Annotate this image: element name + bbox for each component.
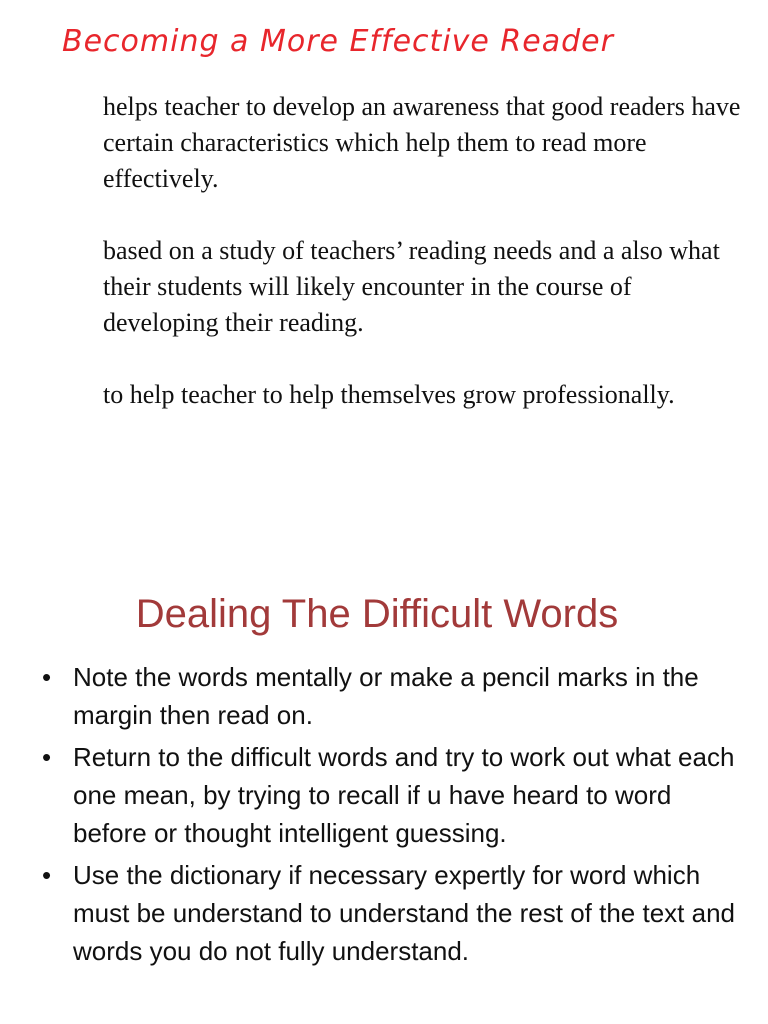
difficult-words-list <box>0 658 768 974</box>
list-item <box>0 856 768 970</box>
paragraph-grow: to help teacher to help themselves grow professionally. <box>103 380 675 409</box>
paragraph-study: based on a study of teachers’ reading needs and a also what their students will likely encounter in the course of developing their reading. <box>103 236 720 337</box>
bullet-icon: • <box>42 662 52 692</box>
bullet-text: Use the dictionary if necessary expertly for word which must be understand to understand the rest of the text and words you do not fully understand. <box>73 860 735 966</box>
bullet-text: Note the words mentally or make a pencil marks in the margin then read on. <box>73 662 699 730</box>
bullet-icon: • <box>42 860 52 890</box>
paragraph-awareness: helps teacher to develop an awareness that good readers have certain characteristics which help them to read more effectively. <box>103 92 741 193</box>
list-item <box>0 738 768 852</box>
bullet-icon: • <box>42 742 52 772</box>
difficult-words-title: Dealing The Difficult Words <box>135 592 619 636</box>
reader-section-title: Becoming a More Effective Reader <box>62 24 614 59</box>
reader-paragraphs <box>103 89 743 449</box>
list-item <box>0 658 768 734</box>
bullet-text: Return to the difficult words and try to work out what each one mean, by trying to recall if u have heard to word before or thought intelligent guessing. <box>73 742 735 848</box>
